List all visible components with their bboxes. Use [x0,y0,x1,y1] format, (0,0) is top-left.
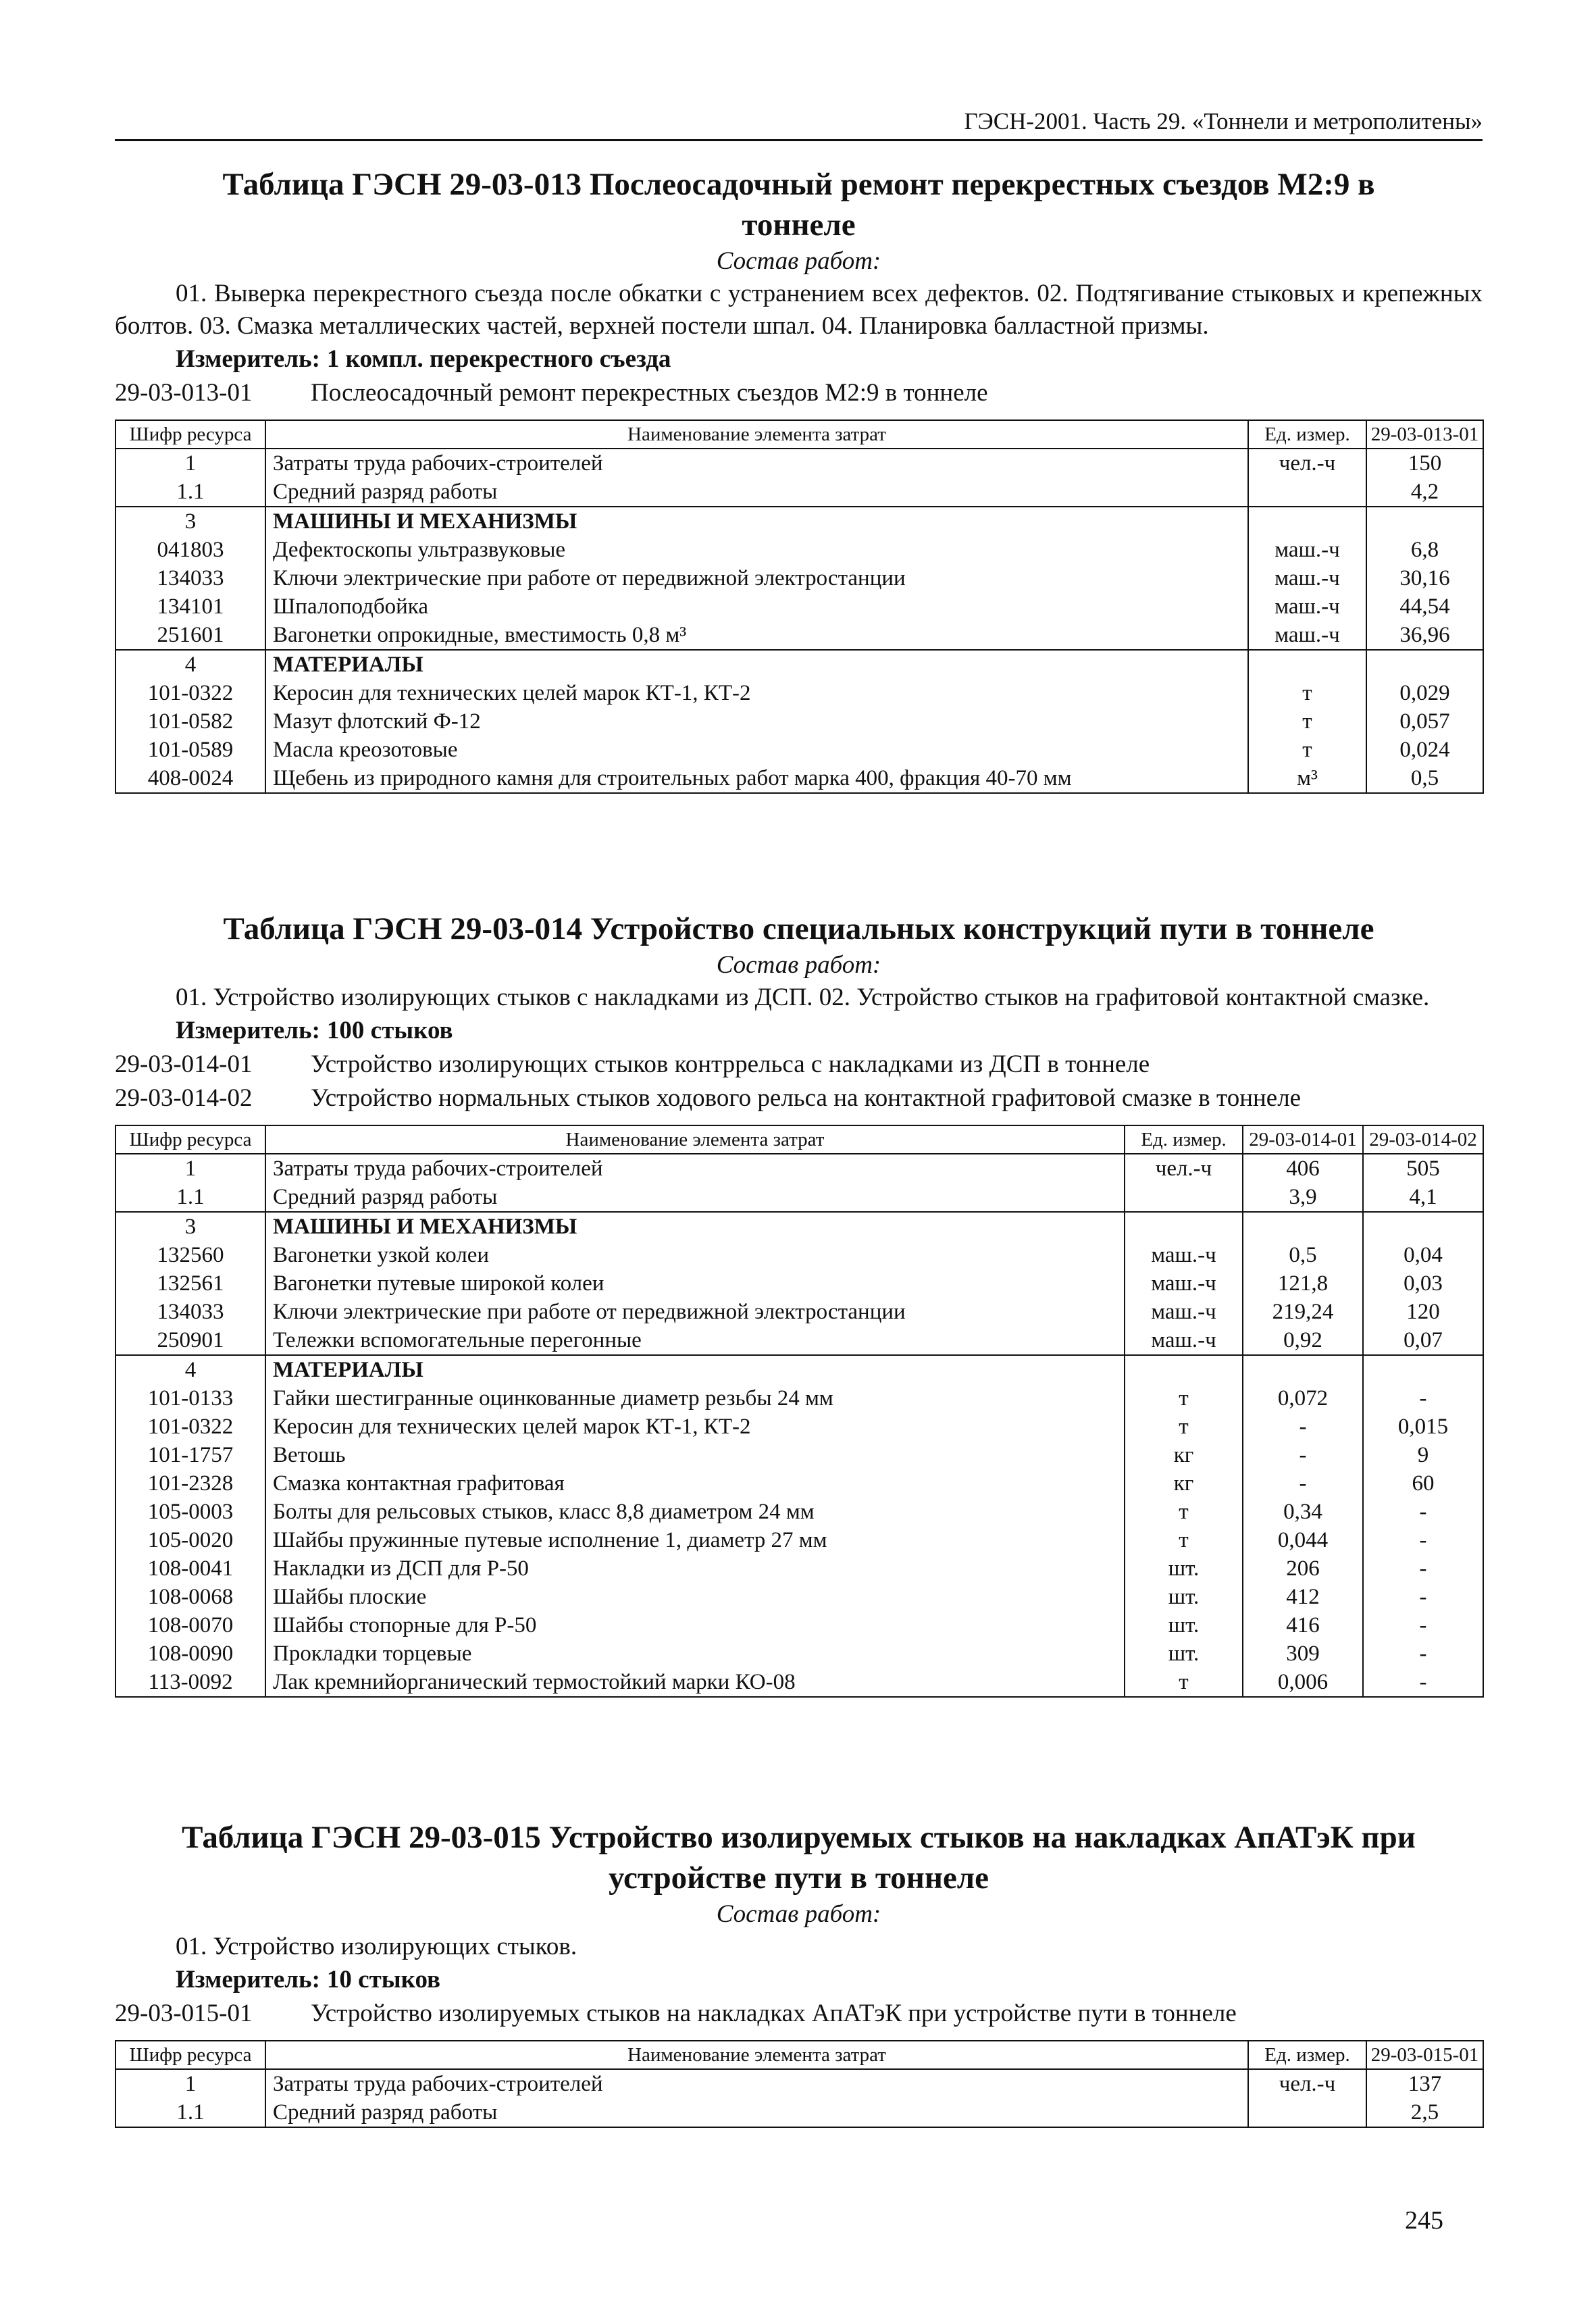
cell-resource-name: Прокладки торцевые [265,1640,1125,1668]
norm-code: 29-03-014-01 [115,1050,253,1078]
cell-norm-value: 4,2 [1366,478,1483,507]
izmeritel-value: 10 стыков [326,1966,441,1993]
table-row [115,650,1483,679]
cell-norm-value: - [1363,1640,1483,1668]
cell-norm-value: 406 [1243,1154,1363,1183]
cell-resource-name: Дефектоскопы ультразвуковые [265,536,1248,564]
norm-code-text: Устройство изолирующих стыков контррельса с накладками из ДСП в тоннеле [311,1050,1150,1078]
cell-unit: м³ [1248,764,1366,793]
cell-norm-value: - [1243,1441,1363,1469]
cell-norm-value: - [1363,1526,1483,1554]
resource-table [115,2040,1484,2128]
table-body [115,2069,1483,2127]
cell-resource-name: Ключи электрические при работе от передвижной электростанции [265,1298,1125,1326]
cell-norm-value: 0,34 [1243,1498,1363,1526]
table-row [115,1554,1483,1583]
cell-norm-value: - [1363,1498,1483,1526]
cell-unit [1125,1355,1243,1384]
section-title [115,909,1483,949]
cell-norm-value: 0,03 [1363,1269,1483,1298]
table-row [115,1469,1483,1498]
cell-norm-value: - [1363,1583,1483,1611]
cell-resource-name: МАШИНЫ И МЕХАНИЗМЫ [265,1212,1125,1241]
cell-resource-name: Средний разряд работы [265,1183,1125,1212]
cell-norm-value [1366,650,1483,679]
cell-unit: маш.-ч [1248,592,1366,621]
resource-table [115,1125,1484,1698]
table-row [115,478,1483,507]
table-row [115,1183,1483,1212]
cell-norm-value: 0,5 [1366,764,1483,793]
cell-norm-value: 416 [1243,1611,1363,1640]
cell-unit: чел.-ч [1125,1154,1243,1183]
cell-resource-name: Средний разряд работы [265,2098,1248,2127]
cell-resource-name: Вагонетки путевые широкой колеи [265,1269,1125,1298]
izmeritel-label: Измеритель: [176,1966,320,1993]
col-header-code: Шифр ресурса [115,1125,265,1154]
table-row [115,1611,1483,1640]
cell-resource-name: Керосин для технических целей марок КТ-1, КТ-2 [265,679,1248,707]
cell-norm-value: 2,5 [1366,2098,1483,2127]
cell-norm-value: 60 [1363,1469,1483,1498]
cell-norm-value: 0,024 [1366,736,1483,764]
cell-unit: маш.-ч [1125,1269,1243,1298]
table-row [115,1640,1483,1668]
table-row [115,507,1483,536]
cell-unit: маш.-ч [1248,621,1366,650]
cell-resource-code: 134101 [115,592,265,621]
cell-norm-value: - [1243,1469,1363,1498]
cell-norm-value: 0,057 [1366,707,1483,736]
cell-resource-name: Шайбы плоские [265,1583,1125,1611]
norm-code-text: Послеосадочный ремонт перекрестных съездов М2:9 в тоннеле [311,379,988,407]
cell-unit: кг [1125,1441,1243,1469]
izmeritel-value: 1 компл. перекрестного съезда [326,345,671,373]
cell-resource-name: Смазка контактная графитовая [265,1469,1125,1498]
col-header-code: Шифр ресурса [115,2041,265,2069]
col-header-name: Наименование элемента затрат [265,2041,1248,2069]
col-header-norm: 29-03-014-01 [1243,1125,1363,1154]
cell-norm-value: 121,8 [1243,1269,1363,1298]
cell-resource-code: 134033 [115,564,265,592]
izmeritel [176,1963,1483,1997]
col-header-unit: Ед. измер. [1125,1125,1243,1154]
cell-resource-name: Шайбы стопорные для Р-50 [265,1611,1125,1640]
izmeritel-label: Измеритель: [176,1017,320,1044]
cell-unit: т [1125,1413,1243,1441]
cell-norm-value [1243,1355,1363,1384]
cell-resource-code: 108-0070 [115,1611,265,1640]
table-row [115,2098,1483,2127]
col-header-unit: Ед. измер. [1248,2041,1366,2069]
cell-resource-name: Тележки вспомогательные перегонные [265,1326,1125,1355]
cell-norm-value: 309 [1243,1640,1363,1668]
cell-resource-name: Шпалоподбойка [265,592,1248,621]
cell-unit: т [1248,707,1366,736]
cell-norm-value: 0,07 [1363,1326,1483,1355]
cell-unit: шт. [1125,1583,1243,1611]
work-description: 01. Выверка перекрестного съезда после обкатки с устранением всех дефектов. 02. Подтягивание стыковых и крепежных болтов. 03. Смазка металлических частей, верхней постели шпал. 04. Планировка балластной призмы. [115,280,1483,340]
cell-unit: маш.-ч [1248,564,1366,592]
cell-unit: маш.-ч [1125,1241,1243,1269]
sostav-label: Состав работ: [716,1900,881,1928]
norm-code: 29-03-013-01 [115,379,253,407]
norm-code-text: Устройство изолируемых стыков на накладках АпАТэК при устройстве пути в тоннеле [311,2000,1237,2027]
table-row [115,564,1483,592]
cell-resource-name: Накладки из ДСП для Р-50 [265,1554,1125,1583]
cell-resource-code: 4 [115,1355,265,1384]
cell-resource-code: 251601 [115,621,265,650]
cell-norm-value: 9 [1363,1441,1483,1469]
cell-norm-value: 3,9 [1243,1183,1363,1212]
cell-resource-code: 1.1 [115,2098,265,2127]
cell-unit: шт. [1125,1640,1243,1668]
cell-norm-value: 219,24 [1243,1298,1363,1326]
cell-resource-name: Затраты труда рабочих-строителей [265,449,1248,478]
cell-resource-code: 113-0092 [115,1668,265,1697]
izmeritel [176,1014,1483,1048]
cell-unit: т [1125,1526,1243,1554]
col-header-norm: 29-03-014-02 [1363,1125,1483,1154]
cell-norm-value: 505 [1363,1154,1483,1183]
cell-unit: т [1125,1498,1243,1526]
col-header-norm: 29-03-013-01 [1366,420,1483,449]
cell-norm-value: 0,006 [1243,1668,1363,1697]
cell-resource-name: МАШИНЫ И МЕХАНИЗМЫ [265,507,1248,536]
cell-unit: маш.-ч [1248,536,1366,564]
col-header-unit: Ед. измер. [1248,420,1366,449]
cell-resource-name: Ветошь [265,1441,1125,1469]
table-row [115,1355,1483,1384]
work-description: 01. Устройство изолирующих стыков с накладками из ДСП. 02. Устройство стыков на графитовой контактной смазке. [176,984,1430,1011]
cell-norm-value: 0,5 [1243,1241,1363,1269]
table-body [115,449,1483,793]
cell-resource-code: 101-0133 [115,1384,265,1413]
section-title-line1: Таблица ГЭСН 29-03-013 Послеосадочный ремонт перекрестных съездов М2:9 в [222,167,1375,202]
cell-unit: шт. [1125,1554,1243,1583]
section-title-line2: устройстве пути в тоннеле [608,1860,989,1896]
cell-resource-code: 250901 [115,1326,265,1355]
cell-resource-code: 1.1 [115,478,265,507]
table-row [115,1526,1483,1554]
cell-norm-value: 36,96 [1366,621,1483,650]
col-header-name: Наименование элемента затрат [265,1125,1125,1154]
cell-resource-code: 101-0322 [115,679,265,707]
cell-resource-name: Вагонетки опрокидные, вместимость 0,8 м³ [265,621,1248,650]
cell-norm-value: 412 [1243,1583,1363,1611]
norm-code-text: Устройство нормальных стыков ходового рельса на контактной графитовой смазке в тоннеле [311,1084,1302,1112]
cell-resource-name: Затраты труда рабочих-строителей [265,1154,1125,1183]
cell-unit: т [1125,1668,1243,1697]
table-row [115,1269,1483,1298]
table-row [115,1441,1483,1469]
cell-resource-code: 105-0020 [115,1526,265,1554]
cell-resource-name: Гайки шестигранные оцинкованные диаметр резьбы 24 мм [265,1384,1125,1413]
table-row [115,1413,1483,1441]
cell-norm-value: 0,015 [1363,1413,1483,1441]
cell-norm-value: 206 [1243,1554,1363,1583]
cell-resource-name: Средний разряд работы [265,478,1248,507]
norm-code-line [115,1082,1483,1115]
table-body [115,1154,1483,1697]
cell-norm-value: 0,029 [1366,679,1483,707]
cell-resource-code: 041803 [115,536,265,564]
cell-resource-code: 1 [115,1154,265,1183]
cell-unit: кг [1125,1469,1243,1498]
cell-resource-name: Шайбы пружинные путевые исполнение 1, диаметр 27 мм [265,1526,1125,1554]
table-row [115,1384,1483,1413]
cell-norm-value: 6,8 [1366,536,1483,564]
cell-norm-value: - [1363,1554,1483,1583]
cell-unit [1125,1183,1243,1212]
cell-resource-code: 408-0024 [115,764,265,793]
table-row [115,1298,1483,1326]
cell-resource-name: Щебень из природного камня для строительных работ марка 400, фракция 40-70 мм [265,764,1248,793]
table-row [115,1326,1483,1355]
table-row [115,449,1483,478]
cell-norm-value: - [1363,1668,1483,1697]
cell-unit: т [1248,736,1366,764]
cell-resource-name: Лак кремнийорганический термостойкий марки КО-08 [265,1668,1125,1697]
table-row [115,1668,1483,1697]
cell-resource-name: Мазут флотский Ф-12 [265,707,1248,736]
cell-unit: маш.-ч [1125,1298,1243,1326]
cell-norm-value: 0,072 [1243,1384,1363,1413]
cell-norm-value: 120 [1363,1298,1483,1326]
cell-resource-code: 3 [115,507,265,536]
izmeritel-value: 100 стыков [326,1017,453,1044]
table-row [115,1154,1483,1183]
table-section-29-03-014 [115,909,1483,1698]
cell-resource-code: 108-0090 [115,1640,265,1668]
cell-norm-value [1366,507,1483,536]
cell-resource-code: 134033 [115,1298,265,1326]
cell-norm-value: - [1363,1384,1483,1413]
cell-unit [1248,507,1366,536]
izmeritel [176,342,1483,376]
norm-code-line [115,1048,1483,1082]
section-title [115,1817,1483,1898]
section-title [115,164,1483,245]
cell-norm-value: 150 [1366,449,1483,478]
table-row [115,764,1483,793]
table-row [115,1212,1483,1241]
cell-resource-name: МАТЕРИАЛЫ [265,1355,1125,1384]
cell-resource-code: 132560 [115,1241,265,1269]
cell-unit: маш.-ч [1125,1326,1243,1355]
cell-resource-code: 132561 [115,1269,265,1298]
table-section-29-03-015 [115,1817,1483,2128]
page-number: 245 [1405,2206,1443,2235]
table-row [115,1583,1483,1611]
cell-unit: чел.-ч [1248,2069,1366,2098]
cell-resource-code: 101-0322 [115,1413,265,1441]
cell-resource-name: Болты для рельсовых стыков, класс 8,8 диаметром 24 мм [265,1498,1125,1526]
cell-resource-code: 101-2328 [115,1469,265,1498]
running-header: ГЭСН-2001. Часть 29. «Тоннели и метрополитены» [115,108,1483,141]
table-row [115,592,1483,621]
izmeritel-label: Измеритель: [176,345,320,373]
col-header-name: Наименование элемента затрат [265,420,1248,449]
cell-resource-name: Затраты труда рабочих-строителей [265,2069,1248,2098]
col-header-norm: 29-03-015-01 [1366,2041,1483,2069]
cell-norm-value: 0,04 [1363,1241,1483,1269]
table-row [115,679,1483,707]
cell-resource-code: 4 [115,650,265,679]
sostav-label: Состав работ: [716,247,881,275]
cell-resource-code: 1 [115,449,265,478]
cell-resource-name: Керосин для технических целей марок КТ-1, КТ-2 [265,1413,1125,1441]
table-row [115,536,1483,564]
cell-norm-value [1363,1355,1483,1384]
cell-norm-value: 4,1 [1363,1183,1483,1212]
table-row [115,1241,1483,1269]
cell-resource-code: 108-0041 [115,1554,265,1583]
cell-resource-code: 101-1757 [115,1441,265,1469]
cell-unit: т [1248,679,1366,707]
cell-norm-value: 137 [1366,2069,1483,2098]
norm-code: 29-03-014-02 [115,1084,253,1112]
section-title-line1: Таблица ГЭСН 29-03-015 Устройство изолируемых стыков на накладках АпАТэК при [182,1820,1416,1855]
section-title-line2: тоннеле [742,207,856,243]
table-row [115,2069,1483,2098]
cell-resource-name: МАТЕРИАЛЫ [265,650,1248,679]
cell-resource-name: Ключи электрические при работе от передвижной электростанции [265,564,1248,592]
section-title-line1: Таблица ГЭСН 29-03-014 Устройство специальных конструкций пути в тоннеле [223,911,1374,946]
cell-norm-value: 0,044 [1243,1526,1363,1554]
cell-norm-value [1243,1212,1363,1241]
norm-code-line [115,1997,1483,2031]
cell-unit [1248,478,1366,507]
table-row [115,621,1483,650]
cell-unit: т [1125,1384,1243,1413]
table-row [115,736,1483,764]
cell-resource-code: 1.1 [115,1183,265,1212]
cell-norm-value: 44,54 [1366,592,1483,621]
norm-code: 29-03-015-01 [115,2000,253,2027]
cell-unit [1125,1212,1243,1241]
table-section-29-03-013 [115,164,1483,794]
cell-resource-code: 105-0003 [115,1498,265,1526]
cell-norm-value: - [1363,1611,1483,1640]
col-header-code: Шифр ресурса [115,420,265,449]
table-row [115,1498,1483,1526]
cell-resource-code: 108-0068 [115,1583,265,1611]
cell-resource-name: Масла креозотовые [265,736,1248,764]
cell-resource-code: 101-0582 [115,707,265,736]
cell-norm-value: 30,16 [1366,564,1483,592]
resource-table [115,420,1484,794]
cell-norm-value [1363,1212,1483,1241]
cell-unit [1248,650,1366,679]
cell-resource-code: 1 [115,2069,265,2098]
table-row [115,707,1483,736]
cell-norm-value: 0,92 [1243,1326,1363,1355]
norm-code-line [115,376,1483,410]
cell-unit: шт. [1125,1611,1243,1640]
sostav-label: Состав работ: [716,951,881,979]
cell-unit: чел.-ч [1248,449,1366,478]
cell-norm-value: - [1243,1413,1363,1441]
cell-unit [1248,2098,1366,2127]
cell-resource-name: Вагонетки узкой колеи [265,1241,1125,1269]
work-description: 01. Устройство изолирующих стыков. [176,1933,577,1960]
cell-resource-code: 101-0589 [115,736,265,764]
cell-resource-code: 3 [115,1212,265,1241]
